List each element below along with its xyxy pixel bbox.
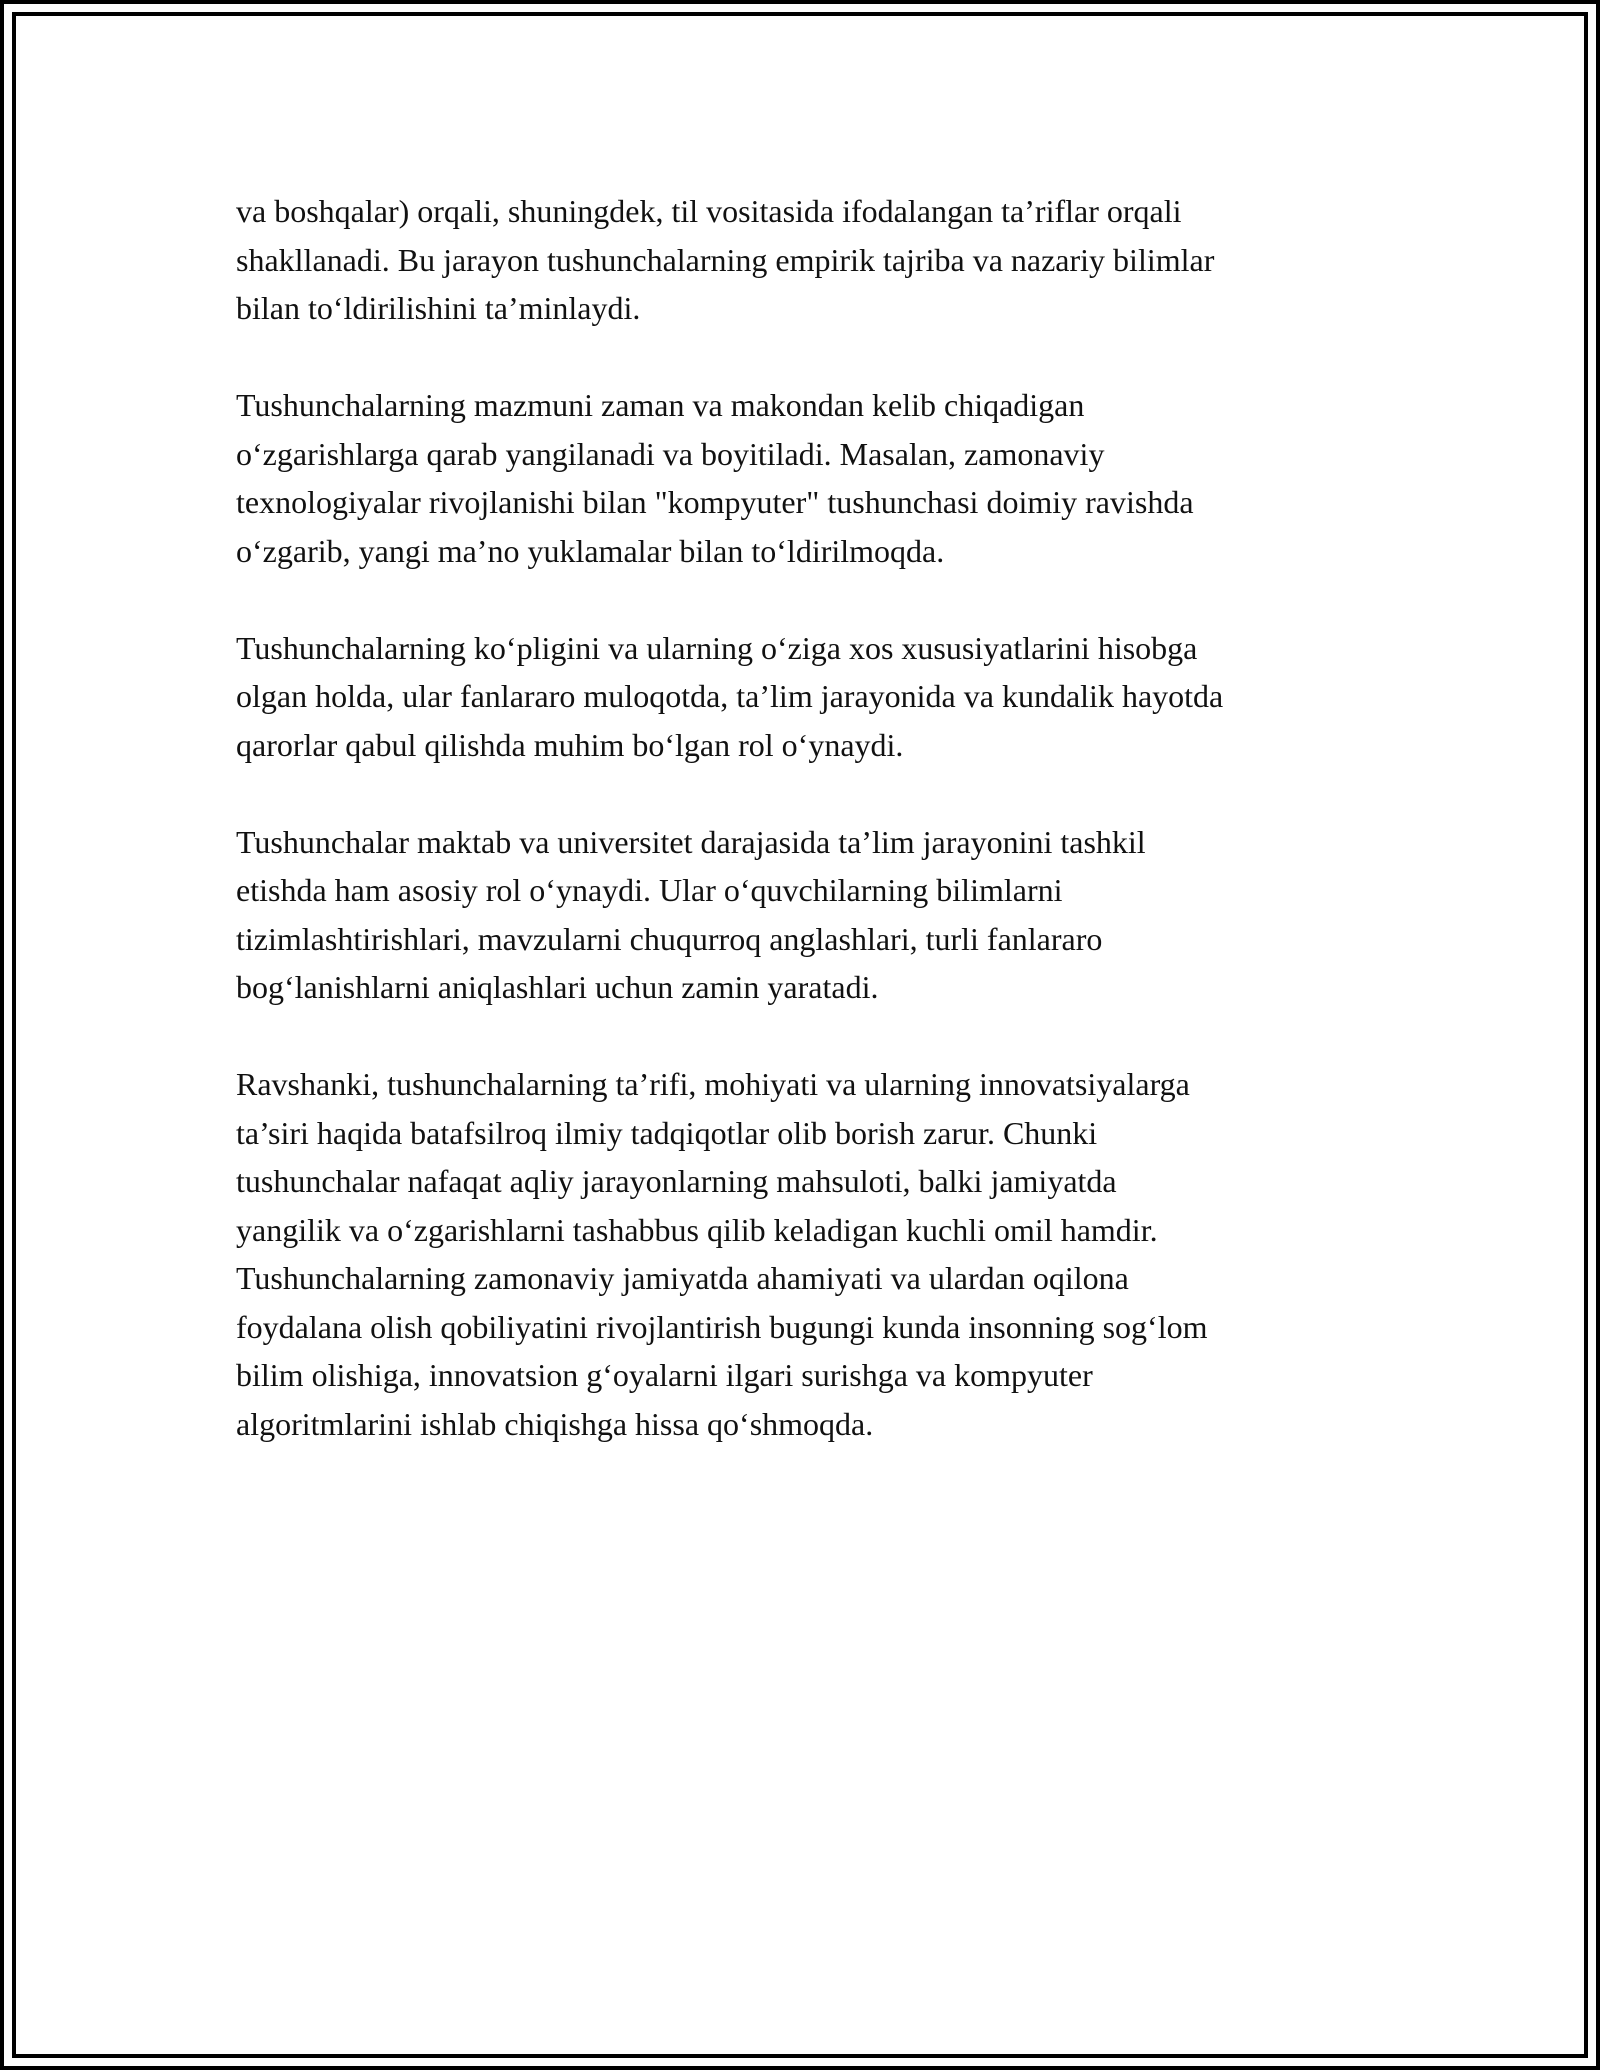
text-line: o‘zgarib, yangi ma’no yuklamalar bilan to‘ldirilmoqda. <box>236 532 945 569</box>
text-line: bilim olishiga, innovatsion g‘oyalarni ilgari surishga va kompyuter <box>236 1357 1093 1393</box>
text-line: tizimlashtirishlari, mavzularni chuqurroq anglashlari, turli fanlararo <box>236 920 1103 957</box>
document-body <box>236 187 1386 1497</box>
text-line: algoritmlarini ishlab chiqishga hissa qo‘shmoqda. <box>236 1405 874 1442</box>
text-line: olgan holda, ular fanlararo muloqotda, ta’lim jarayonida va kundalik hayotda <box>236 678 1224 714</box>
text-line: Tushunchalarning ko‘pligini va ularning o‘ziga xos xususiyatlarini hisobga <box>236 629 1198 666</box>
text-line: o‘zgarishlarga qarab yangilanadi va boyitiladi. Masalan, zamonaviy <box>236 435 1105 472</box>
paragraph-3 <box>236 624 1386 770</box>
text-line: va boshqalar) orqali, shuningdek, til vositasida ifodalangan ta’riflar orqali <box>236 193 1182 229</box>
text-line: Tushunchalarning zamonaviy jamiyatda ahamiyati va ulardan oqilona <box>236 1260 1129 1296</box>
text-line: tushunchalar nafaqat aqliy jarayonlarning mahsuloti, balki jamiyatda <box>236 1163 1117 1199</box>
text-line: bog‘lanishlarni aniqlashlari uchun zamin yaratadi. <box>236 969 879 1005</box>
text-line: Tushunchalarning mazmuni zaman va makondan kelib chiqadigan <box>236 387 1085 423</box>
text-line: Ravshanki, tushunchalarning ta’rifi, mohiyati va ularning innovatsiyalarga <box>236 1066 1190 1102</box>
paragraph-5 <box>236 1060 1386 1448</box>
text-line: texnologiyalar rivojlanishi bilan "kompyuter" tushunchasi doimiy ravishda <box>236 484 1194 520</box>
text-line: qarorlar qabul qilishda muhim bo‘lgan rol o‘ynaydi. <box>236 726 904 763</box>
text-line: Tushunchalar maktab va universitet darajasida ta’lim jarayonini tashkil <box>236 823 1146 860</box>
text-line: ta’siri haqida batafsilroq ilmiy tadqiqotlar olib borish zarur. Chunki <box>236 1114 1098 1151</box>
text-line: etishda ham asosiy rol o‘ynaydi. Ular o‘quvchilarning bilimlarni <box>236 872 1063 908</box>
text-line: bilan to‘ldirilishini ta’minlaydi. <box>236 290 641 326</box>
paragraph-2 <box>236 381 1386 575</box>
paragraph-4 <box>236 818 1386 1012</box>
text-line: shakllanadi. Bu jarayon tushunchalarning empirik tajriba va nazariy bilimlar <box>236 241 1215 278</box>
text-line: yangilik va o‘zgarishlarni tashabbus qilib keladigan kuchli omil hamdir. <box>236 1211 1158 1248</box>
paragraph-1 <box>236 187 1386 333</box>
text-line: foydalana olish qobiliyatini rivojlantirish bugungi kunda insonning sog‘lom <box>236 1308 1208 1345</box>
